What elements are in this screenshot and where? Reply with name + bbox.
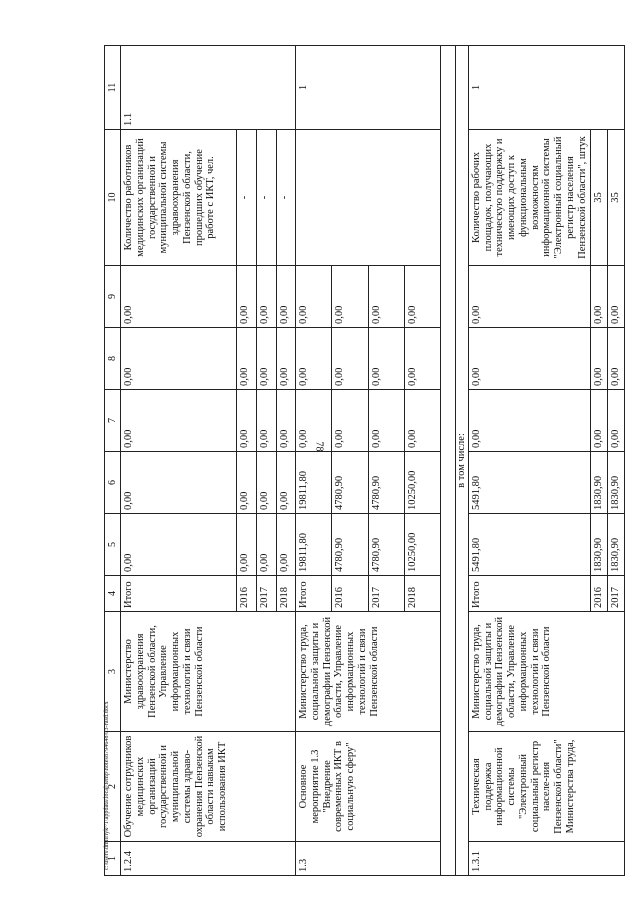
value-cell: 0,00 bbox=[121, 266, 237, 328]
activity-name: Основное мероприятие 1.3 "Внедрение современных ИКТ в социальную сферу" bbox=[296, 732, 441, 842]
value-cell: 0,00 bbox=[468, 328, 591, 390]
value-cell: 0,00 bbox=[237, 328, 257, 390]
value-cell: 0,00 bbox=[591, 390, 608, 452]
header-cell: 4 bbox=[105, 576, 121, 612]
value-cell: 0,00 bbox=[608, 328, 625, 390]
header-cell: 8 bbox=[105, 328, 121, 390]
executor: Министерство труда, социальной защиты и демографии Пензенской области, Управление информационных технологий и связи Пензенской области bbox=[296, 612, 441, 732]
row-number: 1.3 bbox=[296, 842, 441, 876]
header-cell: 2 bbox=[105, 732, 121, 842]
value-cell: 0,00 bbox=[256, 452, 276, 514]
indicator-value: - bbox=[237, 130, 257, 266]
activity-name: Техническая поддержка информационной системы "Электронный социальный регистр населе-ния Пензенской области" Министерства труда, bbox=[468, 732, 624, 842]
subtotal-caption-row bbox=[456, 46, 469, 876]
indicator-value: 35 bbox=[608, 130, 625, 266]
value-cell: 0,00 bbox=[404, 328, 440, 390]
table-row bbox=[296, 46, 332, 876]
value-cell: 0,00 bbox=[237, 514, 257, 576]
value-cell: 0,00 bbox=[368, 266, 404, 328]
value-cell: 0,00 bbox=[332, 266, 368, 328]
indicator-value: 35 bbox=[591, 130, 608, 266]
value-cell: 0,00 bbox=[237, 452, 257, 514]
value-cell: 0,00 bbox=[276, 452, 296, 514]
table-row bbox=[468, 46, 591, 876]
value-cell: 0,00 bbox=[121, 390, 237, 452]
value-cell: 0,00 bbox=[276, 266, 296, 328]
in-that-number-label: в том числе: bbox=[456, 46, 469, 876]
value-cell: 0,00 bbox=[608, 390, 625, 452]
separator-row bbox=[441, 46, 456, 876]
value-cell: 0,00 bbox=[237, 266, 257, 328]
col11-value: 1 bbox=[296, 46, 441, 130]
value-cell: 1830,90 bbox=[608, 514, 625, 576]
value-cell: 0,00 bbox=[332, 328, 368, 390]
executor: Министерство труда, социальной защиты и демографии Пензенской области, Управление информационных технологий и связи Пензенской области bbox=[468, 612, 624, 732]
value-cell: 0,00 bbox=[404, 390, 440, 452]
value-cell: 4780,90 bbox=[368, 514, 404, 576]
header-cell: 11 bbox=[105, 46, 121, 130]
executor: Министерство здравоохранения Пензенской области, Управление информационных технологий и связи Пензенской области bbox=[121, 612, 296, 732]
value-cell: 4780,90 bbox=[368, 452, 404, 514]
year-cell: 2016 bbox=[591, 576, 608, 612]
year-cell: 2017 bbox=[368, 576, 404, 612]
year-cell: Итого bbox=[468, 576, 591, 612]
value-cell: 0,00 bbox=[121, 328, 237, 390]
year-cell: 2017 bbox=[256, 576, 276, 612]
indicator-value: - bbox=[276, 130, 296, 266]
value-cell: 4780,90 bbox=[332, 452, 368, 514]
value-cell: 4780,90 bbox=[332, 514, 368, 576]
year-cell: 2018 bbox=[276, 576, 296, 612]
value-cell: 0,00 bbox=[121, 452, 237, 514]
header-cell: 5 bbox=[105, 514, 121, 576]
rotated-table-sheet bbox=[104, 46, 624, 876]
value-cell: 5491,80 bbox=[468, 514, 591, 576]
year-cell: 2016 bbox=[332, 576, 368, 612]
header-cell: 6 bbox=[105, 452, 121, 514]
year-cell: 2018 bbox=[404, 576, 440, 612]
header-cell: 1 bbox=[105, 842, 121, 876]
value-cell: 0,00 bbox=[296, 390, 332, 452]
col11-value: 1 bbox=[468, 46, 624, 130]
value-cell: 10250,00 bbox=[404, 514, 440, 576]
value-cell: 0,00 bbox=[404, 266, 440, 328]
year-cell: Итого bbox=[296, 576, 332, 612]
value-cell: 0,00 bbox=[368, 390, 404, 452]
value-cell: 10250,00 bbox=[404, 452, 440, 514]
header-cell: 7 bbox=[105, 390, 121, 452]
value-cell: 0,00 bbox=[468, 266, 591, 328]
value-cell: 0,00 bbox=[296, 328, 332, 390]
value-cell: 1830,90 bbox=[591, 514, 608, 576]
value-cell: 19811,80 bbox=[296, 452, 332, 514]
value-cell: 19811,80 bbox=[296, 514, 332, 576]
table-row bbox=[121, 46, 237, 876]
value-cell: 0,00 bbox=[256, 328, 276, 390]
value-cell: 0,00 bbox=[276, 390, 296, 452]
value-cell: 0,00 bbox=[591, 328, 608, 390]
header-cell: 3 bbox=[105, 612, 121, 732]
year-cell: Итого bbox=[121, 576, 237, 612]
value-cell: 0,00 bbox=[256, 390, 276, 452]
row-number: 1.2.4 bbox=[121, 842, 296, 876]
value-cell: 0,00 bbox=[332, 390, 368, 452]
file-path-footer: c:\users\dmitriyk~1\appdata\local\temp\notes8794648\03-rasd.docx bbox=[104, 701, 110, 870]
value-cell: 0,00 bbox=[368, 328, 404, 390]
indicator-value: - bbox=[256, 130, 276, 266]
program-table bbox=[104, 45, 625, 876]
header-cell: 9 bbox=[105, 266, 121, 328]
row-number: 1.3.1 bbox=[468, 842, 624, 876]
value-cell: 0,00 bbox=[296, 266, 332, 328]
col11-value: 1.1 bbox=[121, 46, 296, 130]
value-cell: 1830,90 bbox=[591, 452, 608, 514]
value-cell: 5491,80 bbox=[468, 452, 591, 514]
year-cell: 2017 bbox=[608, 576, 625, 612]
value-cell: 0,00 bbox=[608, 266, 625, 328]
value-cell: 0,00 bbox=[276, 514, 296, 576]
header-row bbox=[105, 46, 121, 876]
value-cell: 1830,90 bbox=[608, 452, 625, 514]
value-cell: 0,00 bbox=[468, 390, 591, 452]
activity-name: Обучение сотрудников медицинских организаций государственной и муниципальной системы здраво-охранения Пензенской области навыкам использования ИКТ bbox=[121, 732, 296, 842]
value-cell: 0,00 bbox=[237, 390, 257, 452]
value-cell: 0,00 bbox=[591, 266, 608, 328]
value-cell: 0,00 bbox=[276, 328, 296, 390]
value-cell: 0,00 bbox=[256, 266, 276, 328]
indicator-empty bbox=[296, 130, 441, 266]
header-cell: 10 bbox=[105, 130, 121, 266]
value-cell: 0,00 bbox=[121, 514, 237, 576]
value-cell: 0,00 bbox=[256, 514, 276, 576]
indicator: Количество работников медицинских организаций государственной и муниципальной системы здравоохранения Пензенской области, прошедших обучение работе с ИКТ, чел. bbox=[121, 130, 237, 266]
indicator: Количество рабочих площадок, получающих техническую поддержку и имеющих доступ к функциональным возможностям информационной системы "Электронный социальный регистр населения Пензенской области", штук bbox=[468, 130, 591, 266]
page-number: 78 bbox=[313, 441, 325, 452]
year-cell: 2016 bbox=[237, 576, 257, 612]
